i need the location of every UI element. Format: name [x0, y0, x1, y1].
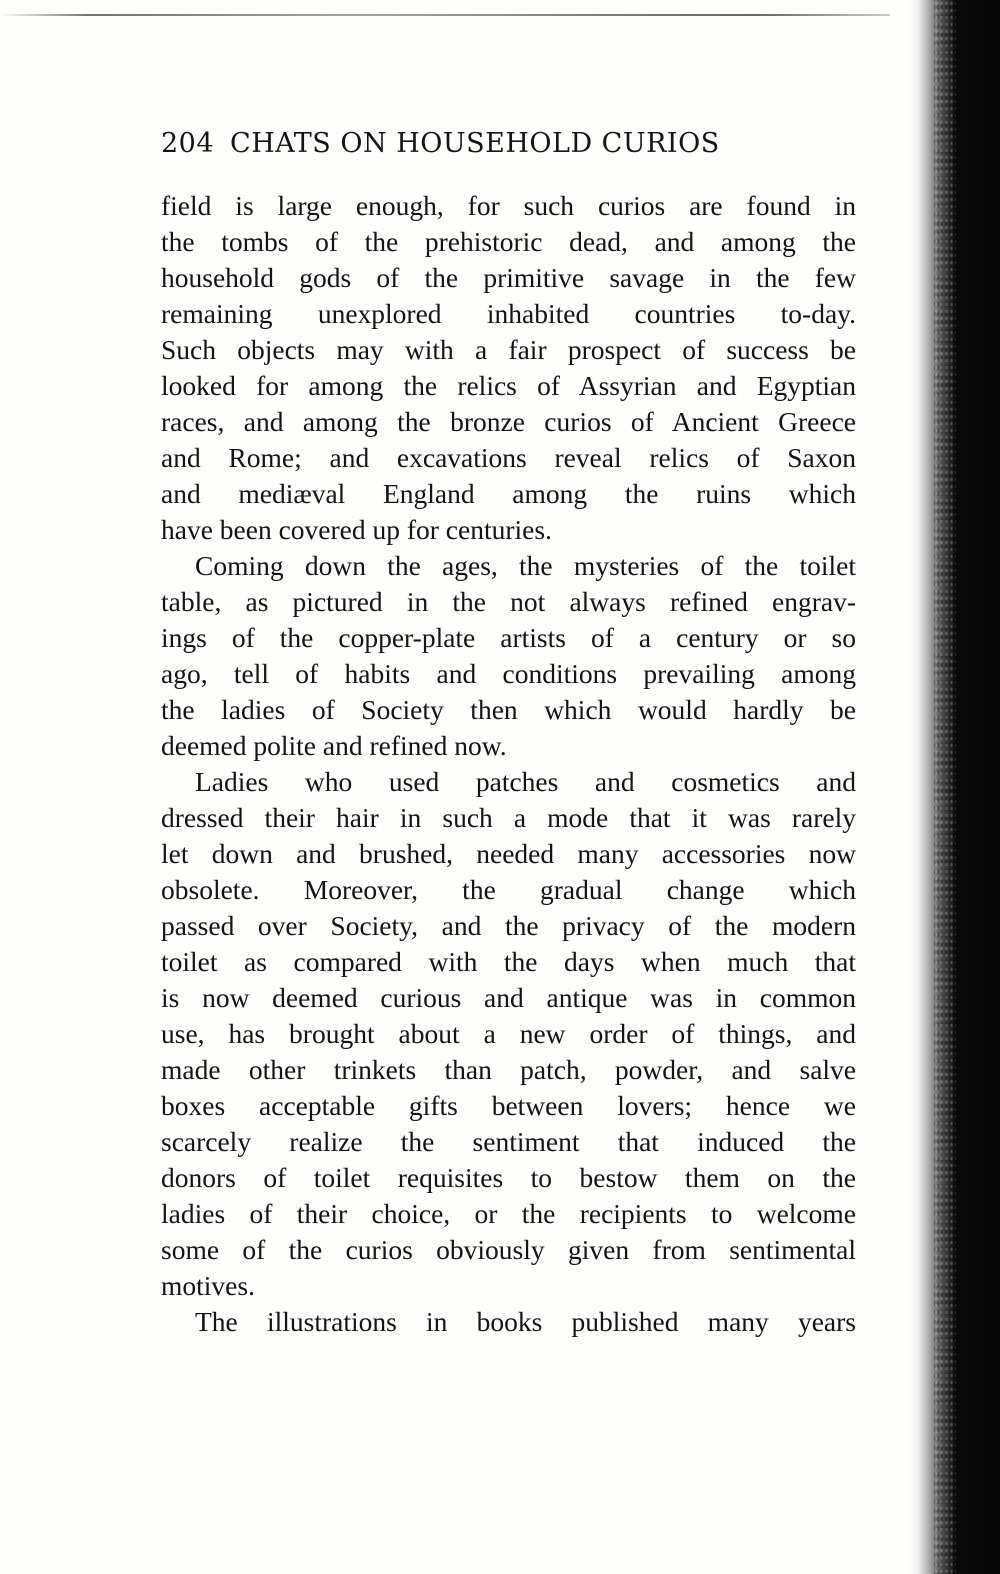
text-line: motives.	[161, 1270, 255, 1301]
text-line: field is large enough, for such curios are found in	[161, 190, 856, 221]
text-line: deemed polite and refined now.	[161, 730, 507, 761]
running-header	[161, 128, 861, 159]
text-line: remaining unexplored inhabited countries to-day.	[161, 298, 856, 329]
paragraph-2	[161, 548, 856, 764]
text-line: the ladies of Society then which would hardly be	[161, 694, 856, 725]
text-line: ings of the copper-plate artists of a century or so	[161, 622, 856, 653]
running-title: CHATS ON HOUSEHOLD CURIOS	[230, 128, 720, 159]
paragraph-1	[161, 188, 856, 548]
text-line: Such objects may with a fair prospect of success be	[161, 334, 856, 365]
text-line: made other trinkets than patch, powder, and salve	[161, 1054, 856, 1085]
text-line: obsolete. Moreover, the gradual change which	[161, 874, 856, 905]
text-line: some of the curios obviously given from sentimental	[161, 1234, 856, 1265]
page-number: 204	[161, 128, 215, 159]
text-line: races, and among the bronze curios of Ancient Greece	[161, 406, 856, 437]
text-line: table, as pictured in the not always refined engrav-	[161, 586, 856, 617]
text-line: boxes acceptable gifts between lovers; hence we	[161, 1090, 856, 1121]
text-line: let down and brushed, needed many accessories now	[161, 838, 856, 869]
gutter-speckle	[934, 0, 956, 1574]
paragraph-3	[161, 764, 856, 1304]
text-line: household gods of the primitive savage in the few	[161, 262, 856, 293]
text-line: scarcely realize the sentiment that induced the	[161, 1126, 856, 1157]
text-line: Coming down the ages, the mysteries of the toilet	[195, 550, 856, 581]
text-line: and mediæval England among the ruins which	[161, 478, 856, 509]
paragraph-4	[161, 1304, 856, 1340]
text-line: dressed their hair in such a mode that it was rarely	[161, 802, 856, 833]
body-text	[161, 188, 856, 1340]
text-line: passed over Society, and the privacy of the modern	[161, 910, 856, 941]
text-line: and Rome; and excavations reveal relics of Saxon	[161, 442, 856, 473]
text-line: use, has brought about a new order of things, and	[161, 1018, 856, 1049]
text-line: ago, tell of habits and conditions prevailing among	[161, 658, 856, 689]
text-line: donors of toilet requisites to bestow them on the	[161, 1162, 856, 1193]
text-line: the tombs of the prehistoric dead, and among the	[161, 226, 856, 257]
text-line: have been covered up for centuries.	[161, 514, 552, 545]
text-line: The illustrations in books published many years	[195, 1306, 856, 1337]
text-line: Ladies who used patches and cosmetics and	[195, 766, 856, 797]
text-line: toilet as compared with the days when much that	[161, 946, 856, 977]
text-line: looked for among the relics of Assyrian and Egyptian	[161, 370, 856, 401]
text-line: ladies of their choice, or the recipients to welcome	[161, 1198, 856, 1229]
scan-top-edge	[0, 14, 890, 16]
text-line: is now deemed curious and antique was in common	[161, 982, 856, 1013]
